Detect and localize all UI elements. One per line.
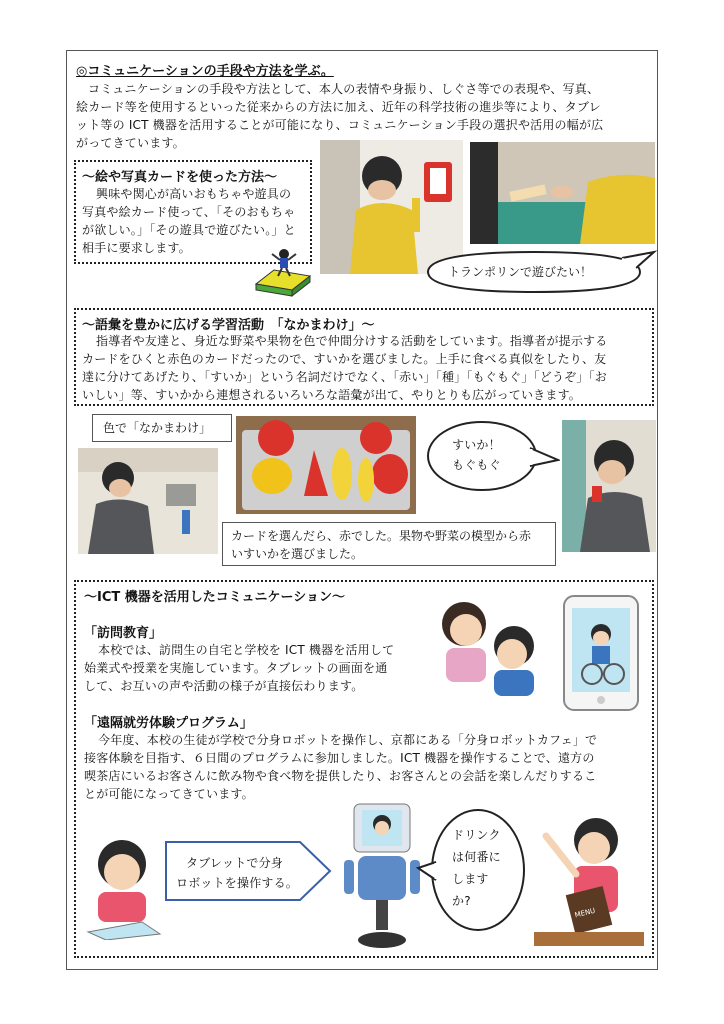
operate-arrow-line-1: タブレットで分身 bbox=[186, 856, 284, 870]
visit-line-2: 始業式や授業を実施しています。タブレットの画面を通 bbox=[84, 661, 388, 675]
color-sort-label: 色で「なかまわけ」 bbox=[103, 421, 212, 435]
photo-fruit-tray-art bbox=[236, 416, 416, 514]
intro-line-3: ット等の ICT 機器を活用することが可能になり、コミュニケーション手段の選択や活用の幅が広 bbox=[76, 118, 604, 132]
remote-line-2: 接客体験を目指す、６日間のプログラムに参加しました。ICT 機器を操作することで、遠方の bbox=[84, 751, 595, 765]
watermelon-bubble-line-1: すいか！ bbox=[452, 438, 501, 452]
fruit-caption-box bbox=[222, 522, 556, 566]
fruit-caption-line-1: カードを選んだら、赤でした。果物や野菜の模型から赤 bbox=[231, 529, 532, 543]
tablet-illustration bbox=[562, 594, 640, 712]
picture-card-line-1: 興味や関心が高いおもちゃや遊具の bbox=[96, 187, 292, 201]
customer-with-menu-illustration bbox=[534, 814, 644, 946]
drink-bubble-line-3: します bbox=[452, 872, 489, 886]
trampoline-illustration bbox=[254, 246, 312, 298]
operate-arrow-line-2: ロボットを操作する。 bbox=[176, 876, 299, 890]
picture-card-line-3: が欲しい。」「その遊具で遊びたい。」と bbox=[82, 223, 296, 237]
trampoline-bubble-text: トランポリンで遊びたい！ bbox=[448, 265, 593, 279]
drink-bubble-line-1: ドリンク bbox=[452, 828, 501, 842]
fruit-caption-line-2: いすいかを選びました。 bbox=[231, 547, 364, 561]
picture-card-line-2: 写真や絵カード使って、「そのおもちゃ bbox=[82, 205, 296, 219]
intro-line-1: コミュニケーションの手段や方法として、本人の表情や身振り、しぐさ等での表現や、写真、 bbox=[88, 82, 600, 96]
photo-card-handover bbox=[470, 142, 655, 244]
color-sort-label-box bbox=[92, 414, 232, 442]
photo-card-handover-art bbox=[470, 142, 655, 244]
section-heading: ◎コミュニケーションの手段や方法を学ぶ。 bbox=[76, 64, 334, 79]
photo-boy-eating bbox=[562, 420, 656, 552]
children-illustration bbox=[432, 596, 542, 696]
drink-bubble-line-2: は何番に bbox=[452, 850, 501, 864]
avatar-robot-illustration bbox=[340, 800, 424, 952]
intro-line-2: 絵カード等を使用するといった従来からの方法に加え、近年の科学技術の進歩等により、タブレ bbox=[76, 100, 601, 114]
visit-line-1: 本校では、訪問生の自宅と学校を ICT 機器を活用して bbox=[98, 643, 395, 657]
vocabulary-line-3: 達に分けてあげたり、「すいか」という名詞だけでなく、「赤い」「種」「もぐもぐ」「どうぞ」「お bbox=[82, 370, 607, 384]
remote-line-1: 今年度、本校の生徒が学校で分身ロボットを操作し、京都にある「分身ロボットカフェ」で bbox=[98, 733, 598, 747]
photo-boy-eating-art bbox=[562, 420, 656, 552]
menu-text: MENU bbox=[573, 906, 597, 920]
intro-line-4: がってきています。 bbox=[76, 136, 185, 150]
photo-boy-seated bbox=[78, 448, 218, 554]
remote-work-title: 「遠隔就労体験プログラム」 bbox=[84, 716, 253, 731]
vocabulary-line-1: 指導者や友達と、身近な野菜や果物を色で仲間分けする活動をしています。指導者が提示する bbox=[96, 334, 608, 348]
remote-line-4: とが可能になってきています。 bbox=[84, 787, 254, 801]
picture-card-title: ～絵や写真カードを使った方法～ bbox=[82, 170, 278, 185]
girl-with-tablet-illustration bbox=[84, 834, 164, 940]
remote-line-3: 喫茶店にいるお客さんに飲み物や食べ物を提供したり、お客さんとの会話を楽しんだりするこ bbox=[84, 769, 597, 783]
visit-education-title: 「訪問教育」 bbox=[84, 626, 163, 641]
photo-fruit-tray bbox=[236, 416, 416, 514]
visit-line-3: して、お互いの声や活動の様子が直接伝わります。 bbox=[84, 679, 364, 693]
photo-boy-seated-art bbox=[78, 448, 218, 554]
vocabulary-activity-title: ～語彙を豊かに広げる学習活動 「なかまわけ」～ bbox=[82, 318, 375, 333]
vocabulary-line-2: カードをひくと赤色のカードだったので、すいかを選びました。上手に食べる真似をしたり、友 bbox=[82, 352, 607, 366]
picture-card-line-4: 相手に要求します。 bbox=[82, 241, 191, 255]
ict-title: ～ICT 機器を活用したコミュニケーション～ bbox=[84, 590, 345, 605]
watermelon-bubble-line-2: もぐもぐ bbox=[452, 458, 501, 472]
drink-bubble-line-4: か? bbox=[452, 894, 471, 908]
vocabulary-line-4: いしい」等、すいかから連想されるいろいろな語彙が出て、やりとりも広がっていきます。 bbox=[82, 388, 582, 402]
